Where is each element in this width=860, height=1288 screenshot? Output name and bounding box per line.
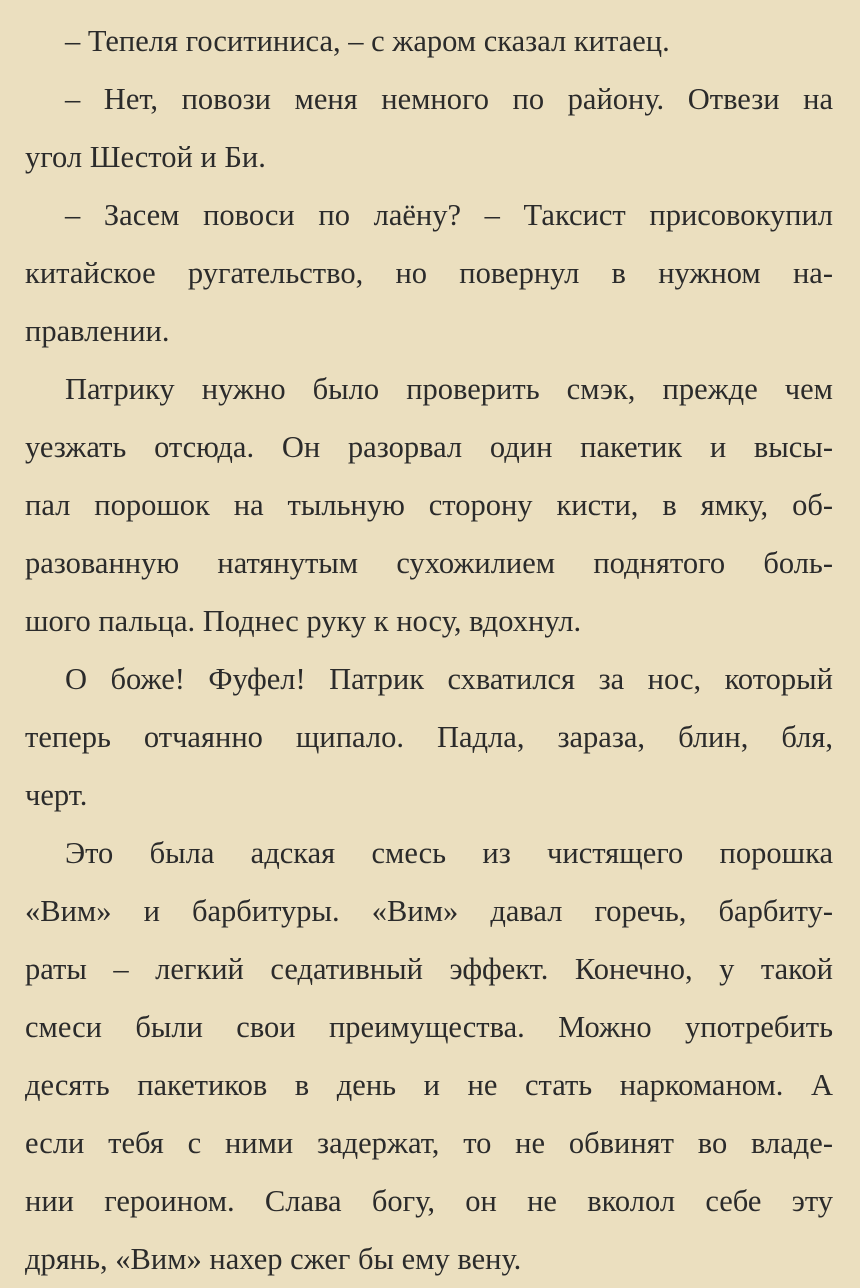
- text-line: пал порошок на тыльную сторону кисти, в ямку, об-: [25, 488, 833, 522]
- text-line: дрянь, «Вим» нахер сжег бы ему вену.: [25, 1242, 522, 1276]
- text-column: [25, 12, 833, 1288]
- text-line: Это была адская смесь из чистящего порошка: [65, 836, 833, 870]
- text-line: черт.: [25, 778, 88, 812]
- text-line: раты – легкий седативный эффект. Конечно, у такой: [25, 952, 833, 986]
- text-line: шого пальца. Поднес руку к носу, вдохнул.: [25, 604, 582, 638]
- text-line: – Засем повоси по лаёну? – Таксист присовокупил: [65, 198, 833, 232]
- text-line: китайское ругательство, но повернул в нужном на-: [25, 256, 833, 290]
- text-line: – Тепеля госитиниса, – с жаром сказал китаец.: [65, 24, 670, 58]
- text-line: уезжать отсюда. Он разорвал один пакетик и высы-: [25, 430, 833, 464]
- text-line: угол Шестой и Би.: [25, 140, 266, 174]
- text-line: нии героином. Слава богу, он не вколол себе эту: [25, 1184, 833, 1218]
- text-line: разованную натянутым сухожилием поднятого боль-: [25, 546, 833, 580]
- text-line: «Вим» и барбитуры. «Вим» давал горечь, барбиту-: [25, 894, 833, 928]
- text-line: десять пакетиков в день и не стать наркоманом. А: [25, 1068, 833, 1102]
- text-line: – Нет, повози меня немного по району. Отвези на: [65, 82, 833, 116]
- text-line: Патрику нужно было проверить смэк, прежде чем: [65, 372, 833, 406]
- text-line: теперь отчаянно щипало. Падла, зараза, блин, бля,: [25, 720, 833, 754]
- text-line: смеси были свои преимущества. Можно употребить: [25, 1010, 833, 1044]
- text-line: О боже! Фуфел! Патрик схватился за нос, который: [65, 662, 833, 696]
- text-line: если тебя с ними задержат, то не обвинят во владе-: [25, 1126, 833, 1160]
- text-line: правлении.: [25, 314, 170, 348]
